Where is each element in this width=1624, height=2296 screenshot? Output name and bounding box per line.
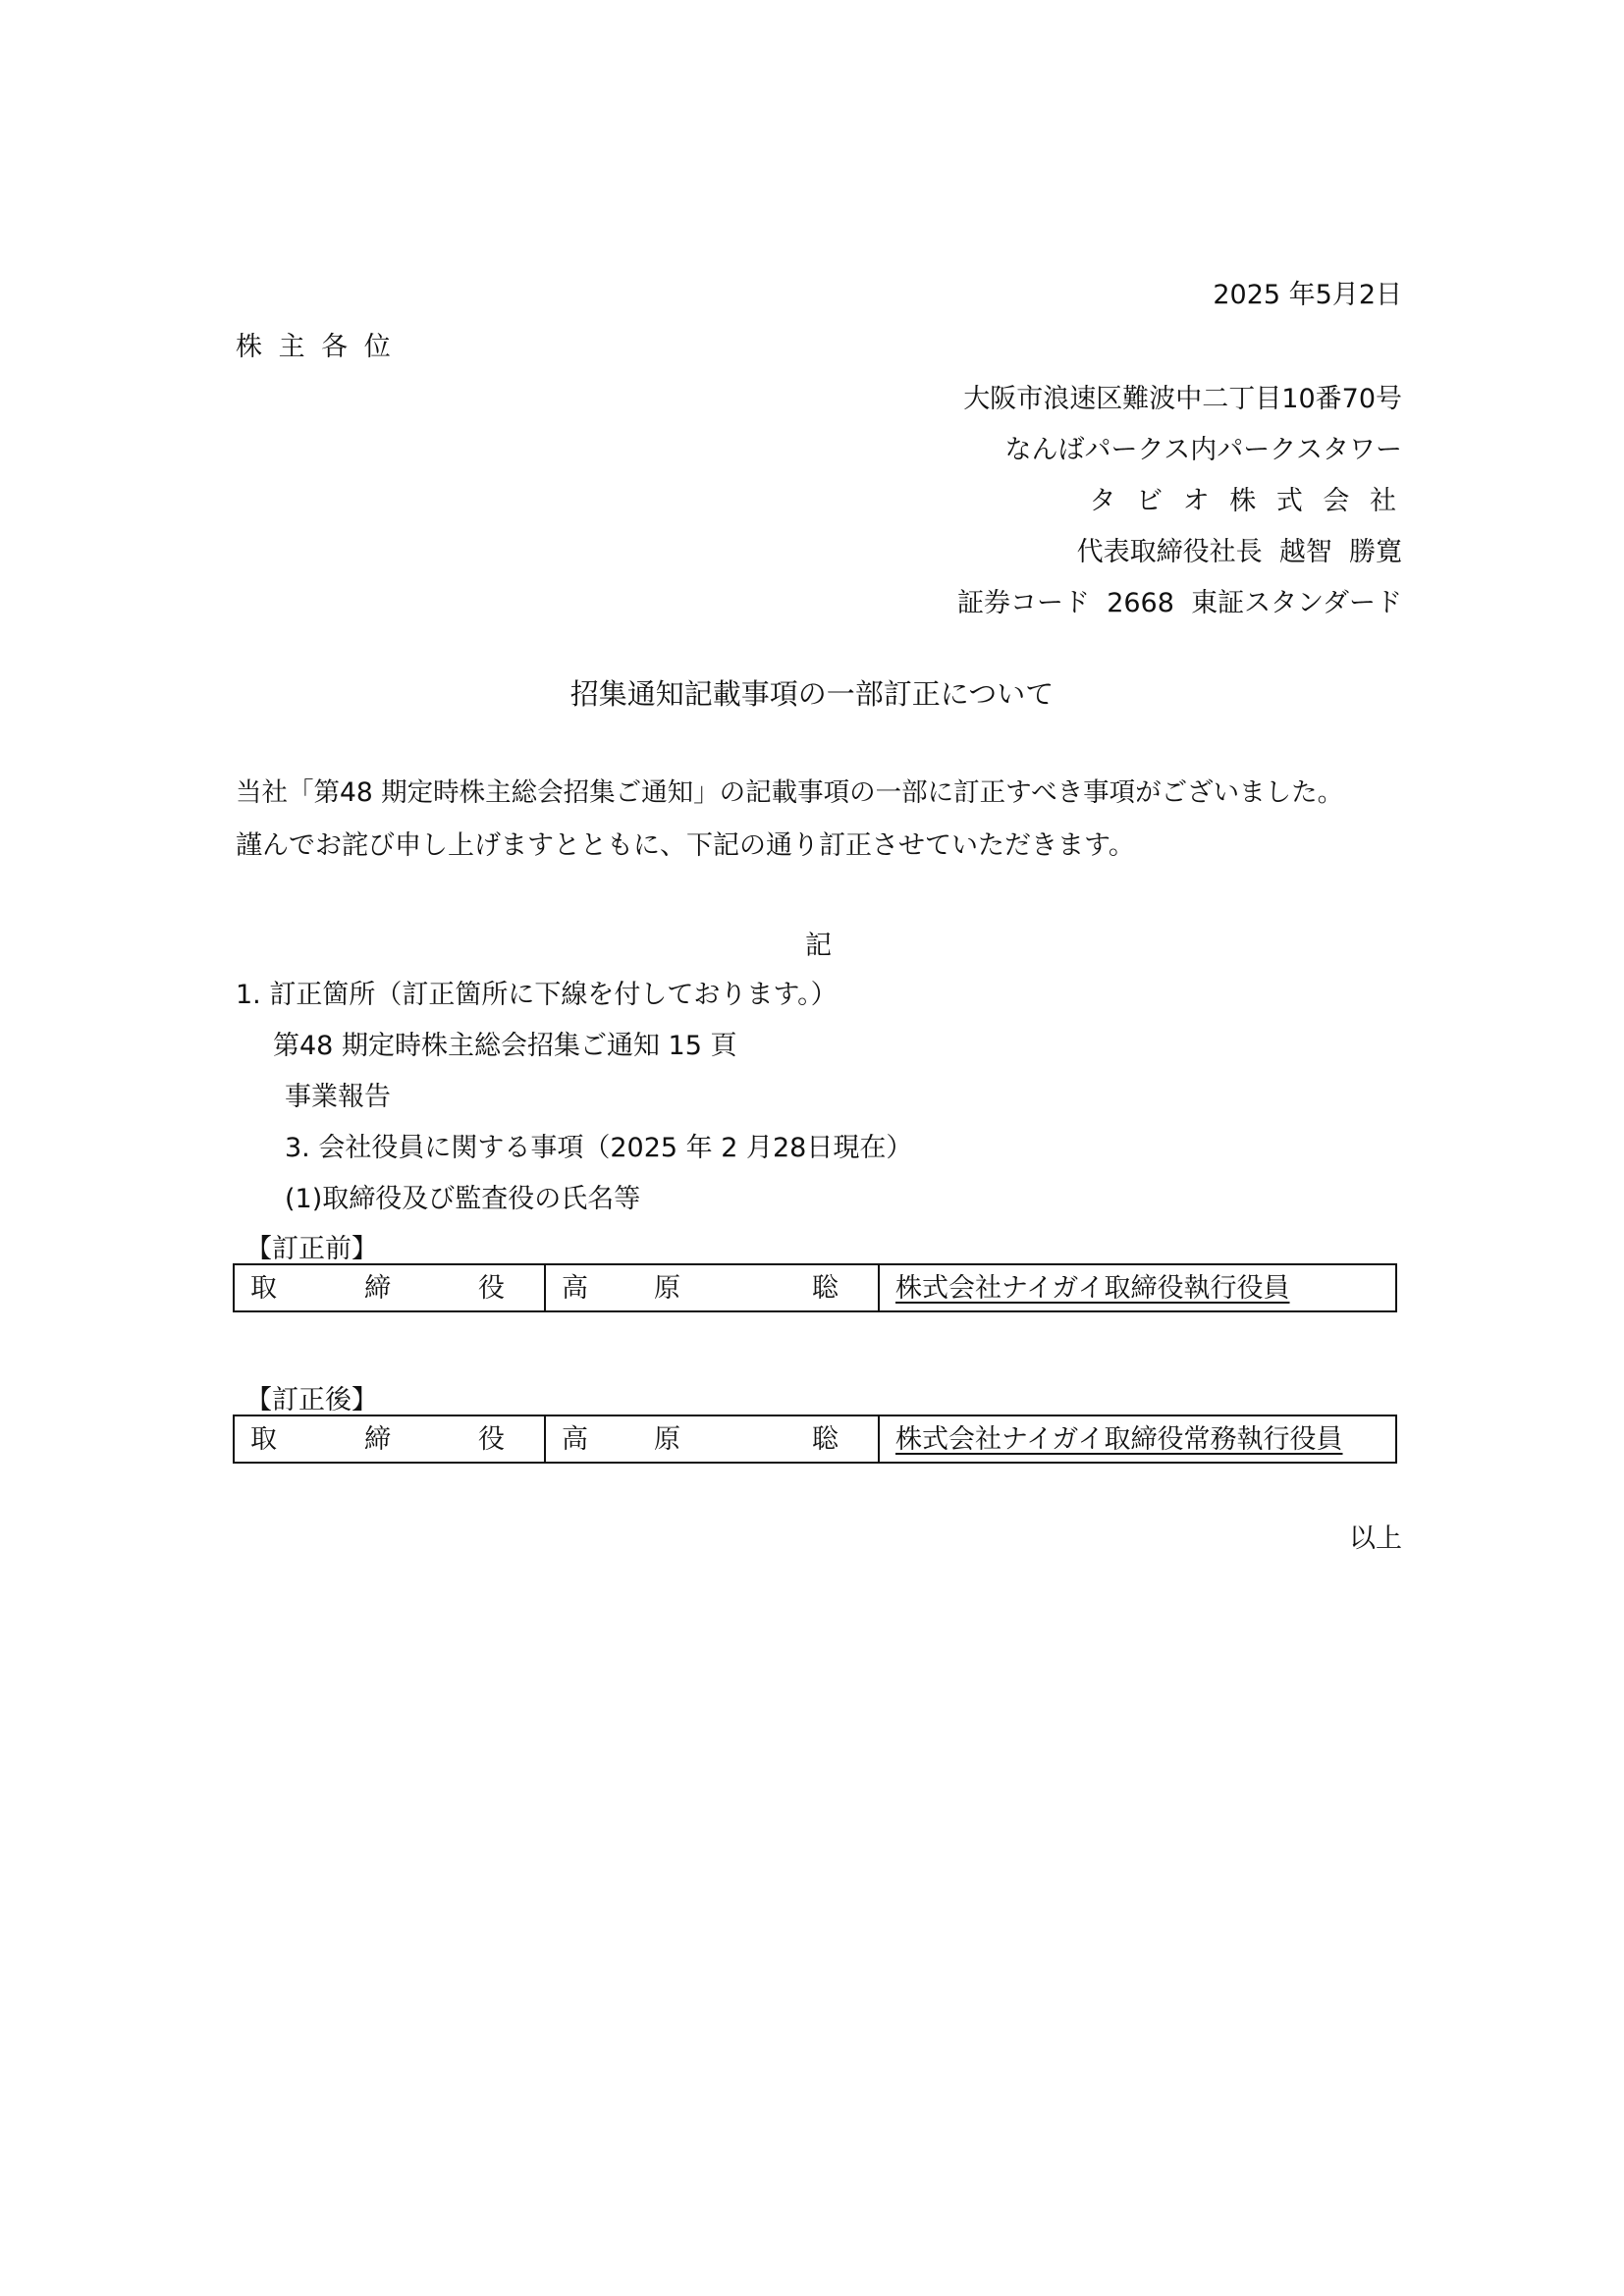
after-table [233,1415,1397,1464]
before-table [233,1263,1397,1312]
before-name-char: 高 [562,1272,588,1304]
item1-heading: 1. 訂正箇所（訂正箇所に下線を付しております。） [236,980,838,1010]
before-note: 株式会社ナイガイ取締役執行役員 [895,1272,1290,1304]
after-position-char: 締 [364,1423,391,1455]
body-line-2: 謹んでお詫び申し上げますとともに、下記の通り訂正させていただきます。 [236,830,1135,861]
before-label: 【訂正前】 [245,1234,378,1264]
before-name-char: 原 [654,1272,680,1304]
company-address-line2: なんばパークス内パークスタワー [1004,435,1402,465]
after-label: 【訂正後】 [245,1385,378,1415]
after-name-cell [544,1416,878,1462]
after-name-char: 聡 [812,1423,839,1455]
after-position-cell [235,1416,544,1462]
item1-subsection: 3. 会社役員に関する事項（2025 年 2 月28日現在） [285,1133,913,1163]
after-position-char: 取 [250,1423,277,1455]
ki-heading: 記 [805,931,832,961]
addressee: 株 主 各 位 [236,332,395,362]
after-name-char: 原 [654,1423,680,1455]
before-position-char: 締 [364,1272,391,1304]
item1-section: 事業報告 [285,1082,391,1112]
before-note-cell [878,1265,1395,1310]
item1-reference: 第48 期定時株主総会招集ご通知 15 頁 [273,1031,737,1061]
closing-ijou: 以上 [1349,1523,1402,1554]
before-position-cell [235,1265,544,1310]
after-position-char: 役 [478,1423,505,1455]
after-name-char: 高 [562,1423,588,1455]
company-representative: 代表取締役社長 越智 勝寛 [1076,537,1402,567]
after-note: 株式会社ナイガイ取締役常務執行役員 [895,1423,1343,1455]
before-name-cell [544,1265,878,1310]
company-name: タ ビ オ 株 式 会 社 [1089,486,1402,516]
document-title: 招集通知記載事項の一部訂正について [569,677,1055,711]
after-note-cell [878,1416,1395,1462]
securities-code: 証券コード 2668 東証スタンダード [957,588,1402,618]
before-position-char: 取 [250,1272,277,1304]
before-position-char: 役 [478,1272,505,1304]
company-address-line1: 大阪市浪速区難波中二丁目10番70号 [963,384,1402,414]
item1-subsubsection: (1)取締役及び監査役の氏名等 [285,1184,641,1214]
before-name-char: 聡 [812,1272,839,1304]
body-line-1: 当社「第48 期定時株主総会招集ご通知」の記載事項の一部に訂正すべき事項がございました。 [236,777,1344,808]
document-date: 2025 年5月2日 [1213,280,1402,310]
